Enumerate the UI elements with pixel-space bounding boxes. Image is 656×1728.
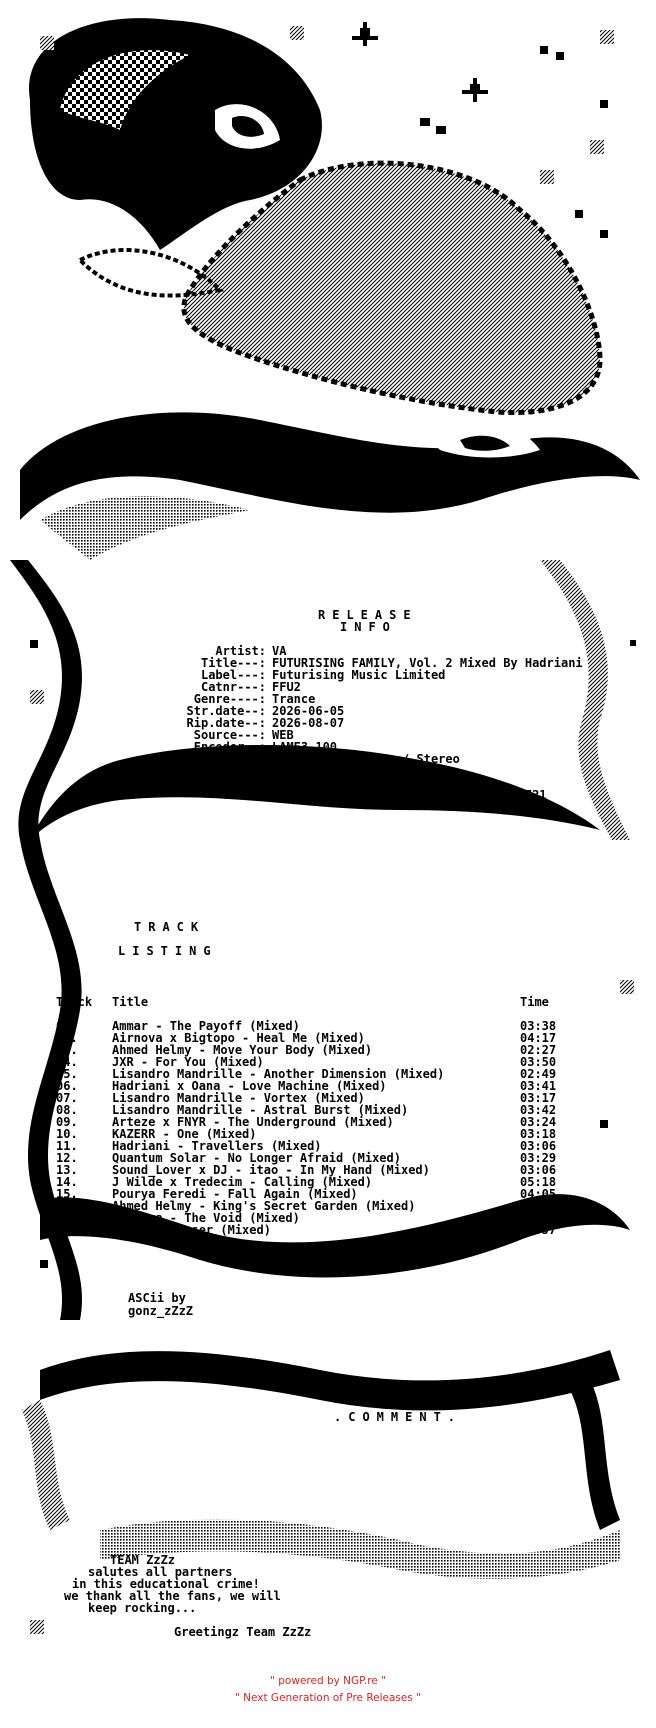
release-info-value: https://www.deezer.com/album/985791721	[272, 788, 547, 802]
track-number: 04.	[56, 1055, 78, 1069]
track-title: Sound_Lover x DJ - itao - In My Hand (Mixed)	[112, 1163, 430, 1177]
comment-line-4: we thank all the fans, we will	[64, 1589, 281, 1603]
release-info-key: Title---:	[200, 656, 266, 670]
release-info-key: Source---:	[193, 728, 266, 742]
comment-line-2: salutes all partners	[88, 1565, 233, 1579]
track-number: 16.	[56, 1199, 78, 1213]
track-time: 03:06	[520, 1199, 557, 1213]
ascii-credit-line1: ASCii by	[128, 1291, 186, 1305]
track-number: 07.	[56, 1091, 78, 1105]
comment-line-1: TEAM ZzZz	[110, 1553, 176, 1567]
release-info-value: FFU2	[272, 680, 301, 694]
release-info-key: Genre----:	[193, 692, 266, 706]
release-info-value: 149.5MB	[272, 776, 323, 790]
release-info-key: Encoder--:	[193, 740, 266, 754]
release-info-value: FUTURISING FAMILY, Vol. 2 Mixed By Hadriani	[272, 656, 583, 670]
track-number: 03.	[56, 1043, 78, 1057]
track-number: 12.	[56, 1151, 78, 1165]
ascii-credit-line2: gonz_zZzZ	[128, 1304, 194, 1318]
track-number: 11.	[56, 1139, 78, 1153]
track-time: 05:18	[520, 1175, 557, 1189]
release-info-value: Trance	[272, 692, 316, 706]
track-title: Arteze x FNYR - The Underground (Mixed)	[112, 1115, 394, 1129]
track-time: 03:57	[520, 1223, 557, 1237]
track-time: 03:18	[520, 1127, 557, 1141]
release-info-key: Url--:	[222, 788, 266, 802]
release-info-value: 2026-08-07	[272, 716, 345, 730]
track-title: Hadriani - Travellers (Mixed)	[112, 1139, 322, 1153]
track-time: 04:17	[520, 1031, 557, 1045]
release-info-key: Tracks--:	[200, 764, 266, 778]
track-time: 03:29	[520, 1151, 557, 1165]
release-info-key: Rip.date--:	[186, 716, 266, 730]
track-time: 03:06	[520, 1163, 557, 1177]
release-info-value: 320kbps / 44.1kHz / Stereo	[272, 752, 460, 766]
track-title: Quantum Solar - No Longer Afraid (Mixed)	[112, 1151, 401, 1165]
release-info-subheading: INFO	[340, 620, 397, 634]
release-info-key: Label---:	[200, 668, 266, 682]
release-info-key: Size--:	[215, 776, 266, 790]
track-time: 02:27	[520, 1043, 557, 1057]
track-title: Hadriani x Oana - Love Machine (Mixed)	[112, 1079, 387, 1093]
release-info-value: 2026-06-05	[272, 704, 345, 718]
track-title: Lisandro Mandrille - Astral Burst (Mixed)	[112, 1103, 409, 1117]
track-number: 02.	[56, 1031, 78, 1045]
track-time: 03:41	[520, 1079, 557, 1093]
release-info-value: VA	[272, 644, 287, 658]
rippers-comment-subheading: .COMMENT.	[334, 1410, 463, 1424]
track-time: 04:05	[520, 1187, 557, 1201]
track-number: 09.	[56, 1115, 78, 1129]
track-listing-subheading: LISTING	[118, 944, 218, 958]
release-info-key: Artist:	[215, 644, 266, 658]
release-info-key: Str.date--:	[186, 704, 266, 718]
track-time: 03:24	[520, 1115, 557, 1129]
track-time: 03:06	[520, 1139, 557, 1153]
track-time: 03:42	[520, 1103, 557, 1117]
release-info-heading: RELEASE	[318, 608, 418, 622]
track-title: Airnova x Bigtopo - Heal Me (Mixed)	[112, 1031, 365, 1045]
track-number: 13.	[56, 1163, 78, 1177]
track-time: 02:49	[520, 1067, 557, 1081]
release-info-value: Futurising Music Limited	[272, 668, 446, 682]
track-time: 03:17	[520, 1091, 557, 1105]
track-number: 08.	[56, 1103, 78, 1117]
track-title: Lisandro Mandrille - Vortex (Mixed)	[112, 1091, 365, 1105]
track-time: 03:38	[520, 1019, 557, 1033]
track-title: JXR - For You (Mixed)	[112, 1055, 264, 1069]
track-title: Airnova - The Void (Mixed)	[112, 1211, 300, 1225]
release-info-value: LAME3.100	[272, 740, 338, 754]
release-info-key: Catnr---:	[200, 680, 266, 694]
column-track-header: Track	[56, 995, 93, 1009]
track-title: Lisandro Mandrille - Another Dimension (Mixed)	[112, 1067, 445, 1081]
column-time-header: Time	[520, 995, 549, 1009]
track-number: 10.	[56, 1127, 78, 1141]
release-info-value: 18	[272, 764, 287, 778]
track-time: 04:39	[520, 1211, 557, 1225]
column-title-header: Title	[112, 995, 149, 1009]
track-number: 05.	[56, 1067, 78, 1081]
track-title: Pourya Feredi - Fall Again (Mixed)	[112, 1187, 358, 1201]
footer-tagline: " Next Generation of Pre Releases "	[234, 1692, 422, 1704]
track-title: J Wilde x Tredecim - Calling (Mixed)	[112, 1175, 373, 1189]
footer-powered-by: " powered by NGP.re "	[270, 1675, 386, 1687]
track-title: Ammar - The Payoff (Mixed)	[112, 1019, 300, 1033]
comment-line-5: keep rocking...	[88, 1601, 197, 1615]
track-number: 01.	[56, 1019, 78, 1033]
track-time: 03:50	[520, 1055, 557, 1069]
comment-line-3: in this educational crime!	[72, 1577, 260, 1591]
release-info-value: WEB	[272, 728, 294, 742]
track-number: 14.	[56, 1175, 78, 1189]
track-number: 17.	[56, 1211, 78, 1225]
track-title: OZDMR - Closer (Mixed)	[112, 1223, 271, 1237]
track-number: 15.	[56, 1187, 78, 1201]
comment-signature: Greetingz Team ZzZz	[174, 1625, 312, 1639]
track-listing-heading: TRACK	[134, 920, 206, 934]
track-title: KAZERR - One (Mixed)	[112, 1127, 257, 1141]
track-number: 06.	[56, 1079, 78, 1093]
track-title: Ahmed Helmy - Move Your Body (Mixed)	[112, 1043, 373, 1057]
release-info-key: Quality--:	[193, 752, 266, 766]
track-number: 18.	[56, 1223, 78, 1237]
track-title: Ahmed Helmy - King's Secret Garden (Mixed)	[112, 1199, 416, 1213]
rippers-comment-heading: .RIPPERS.	[334, 1387, 463, 1401]
